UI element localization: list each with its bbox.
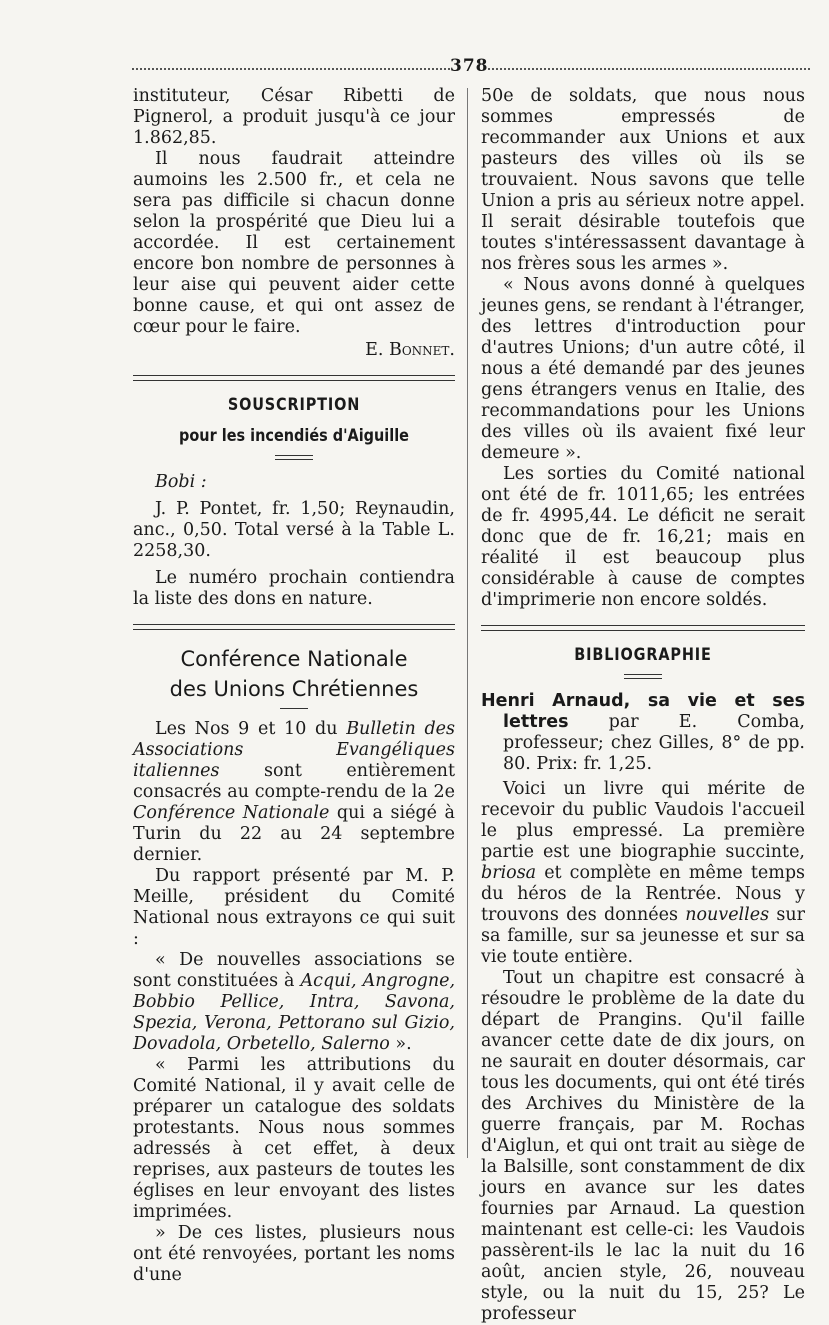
book-title: Henri Arnaud, sa vie et ses lettres xyxy=(481,691,805,732)
text-run: Voici un livre qui mérite de recevoir du public Vaudois l'accueil le plus empressé. La première partie est une biographie succinte, xyxy=(481,779,805,862)
paragraph: Il nous faudrait atteindre aumoins les 2.500 fr., et cela ne sera pas difficile si chacun donne selon la prospérité que Dieu lui a accordée. Il est certainement encore bon nombre de personnes à leur aise qui peuvent aider cette bonne cause, et qui ont assez de cœur pour le faire. xyxy=(133,149,455,337)
article-title-line: Conférence Nationale xyxy=(180,647,408,671)
paragraph xyxy=(133,719,455,866)
header-dotted-rule xyxy=(132,68,450,70)
paragraph: Tout un chapitre est consacré à résoudre le problème de la date du départ de Prangins. Qu'il faille avancer cette date de dix jours, on ne saurait en douter désormais, car tous les documents, qui ont été tirés des Archives du Ministère de la guerre français, par M. Rochas d'Aiglun, et qui ont trait au siège de la Balsille, sont constamment de dix jours en avance sur les dates fournies par Arnaud. La question maintenant est celle-ci: les Vaudois passèrent-ils le lac la nuit du 16 août, ancien style, 26, nouveau style, ou la nuit du 15, 25? Le professeur xyxy=(481,968,805,1324)
section-divider xyxy=(133,375,455,381)
ornament-rule xyxy=(624,674,662,679)
paragraph: Le numéro prochain contiendra la liste des dons en nature. xyxy=(133,568,455,609)
section-divider xyxy=(133,624,455,630)
article-title-line: des Unions Chrétiennes xyxy=(169,677,419,701)
text-run: « De nouvelles associations se sont constituées à xyxy=(133,950,455,991)
left-column xyxy=(133,86,455,1286)
paragraph: « Nous avons donné à quelques jeunes gens, se rendant à l'étranger, des lettres d'introduction pour d'autres Unions; d'un autre côté, il nous a été demandé par des jeunes gens étrangers venus en Italie, des recommandations pour les Unions des villes où ils avaient fixé leur demeure ». xyxy=(481,275,805,463)
book-reference xyxy=(481,691,805,775)
paragraph: J. P. Pontet, fr. 1,50; Reynaudin, anc., 0,50. Total versé à la Table L. 2258,30. xyxy=(133,499,455,561)
text-run: ». xyxy=(389,1034,412,1054)
paragraph xyxy=(133,950,455,1055)
italic-text: Conférence Nationale xyxy=(133,803,330,823)
header-dotted-rule xyxy=(488,68,810,70)
ornament-rule xyxy=(280,708,308,709)
section-heading: BIBLIOGRAPHIE xyxy=(574,645,712,665)
paragraph: Du rapport présenté par M. P. Meille, président du Comité National nous extrayons ce qui suit : xyxy=(133,866,455,949)
text-run: et complète en même temps du héros de la Rentrée. Nous y trouvons des données xyxy=(481,863,805,925)
paragraph xyxy=(481,779,805,968)
column-divider xyxy=(467,88,468,1158)
book-meta: par E. Comba, professeur; chez Gilles, 8° de pp. 80. Prix: fr. 1,25. xyxy=(503,712,805,774)
paragraph: instituteur, César Ribetti de Pignerol, a produit jusqu'à ce jour 1.862,85. xyxy=(133,86,455,148)
text-run: qui a siégé à Turin du 22 au 24 septembre dernier. xyxy=(133,803,455,865)
paragraph: 50e de soldats, que nous nous sommes empressés de recommander aux Unions et aux pasteurs des villes où ils se trouvaient. Nous savons que telle Union a pris au sérieux notre appel. Il serait désirable toutefois que toutes s'intéressassent davantage à nos frères sous les armes ». xyxy=(481,86,805,274)
italic-text: nouvelles xyxy=(685,905,770,925)
paragraph: « Parmi les attributions du Comité National, il y avait celle de préparer un catalogue des soldats protestants. Nous nous sommes adressés à cet effet, à deux reprises, aux pasteurs de toutes les églises en leur envoyant des listes imprimées. xyxy=(133,1055,455,1222)
locality-label: Bobi : xyxy=(155,472,207,492)
italic-text: briosa xyxy=(481,863,537,883)
section-subheading: pour les incendiés d'Aiguille xyxy=(179,426,409,446)
page-number: 378 xyxy=(450,56,489,76)
text-run: Les Nos 9 et 10 du xyxy=(155,719,347,739)
paragraph: Les sorties du Comité national ont été de fr. 1011,65; les entrées de fr. 4995,44. Le déficit ne serait donc que de fr. 16,21; mais en réalité il est beaucoup plus considérable à cause de comptes d'imprimerie non encore soldés. xyxy=(481,464,805,610)
paragraph: » De ces listes, plusieurs nous ont été renvoyées, portant les noms d'une xyxy=(133,1223,455,1285)
text-run: sont entièrement consacrés au compte-rendu de la 2e xyxy=(133,761,455,802)
section-divider xyxy=(481,625,805,631)
text-run: sur sa famille, sur sa jeunesse et sur sa vie toute entière. xyxy=(481,905,805,967)
signature: E. Bonnet. xyxy=(365,340,455,360)
ornament-rule xyxy=(275,455,313,460)
right-column xyxy=(481,86,805,1325)
italic-text: Acqui, Angrogne, Bobbio Pellice, Intra, Savona, Spezia, Verona, Pettorano sul Gizio, Dovadola, Orbetello, Salerno xyxy=(133,971,456,1054)
article-title xyxy=(133,644,455,704)
italic-text: Bulletin des Associations Evangéliques italiennes xyxy=(133,719,455,781)
section-heading: SOUSCRIPTION xyxy=(227,395,361,415)
